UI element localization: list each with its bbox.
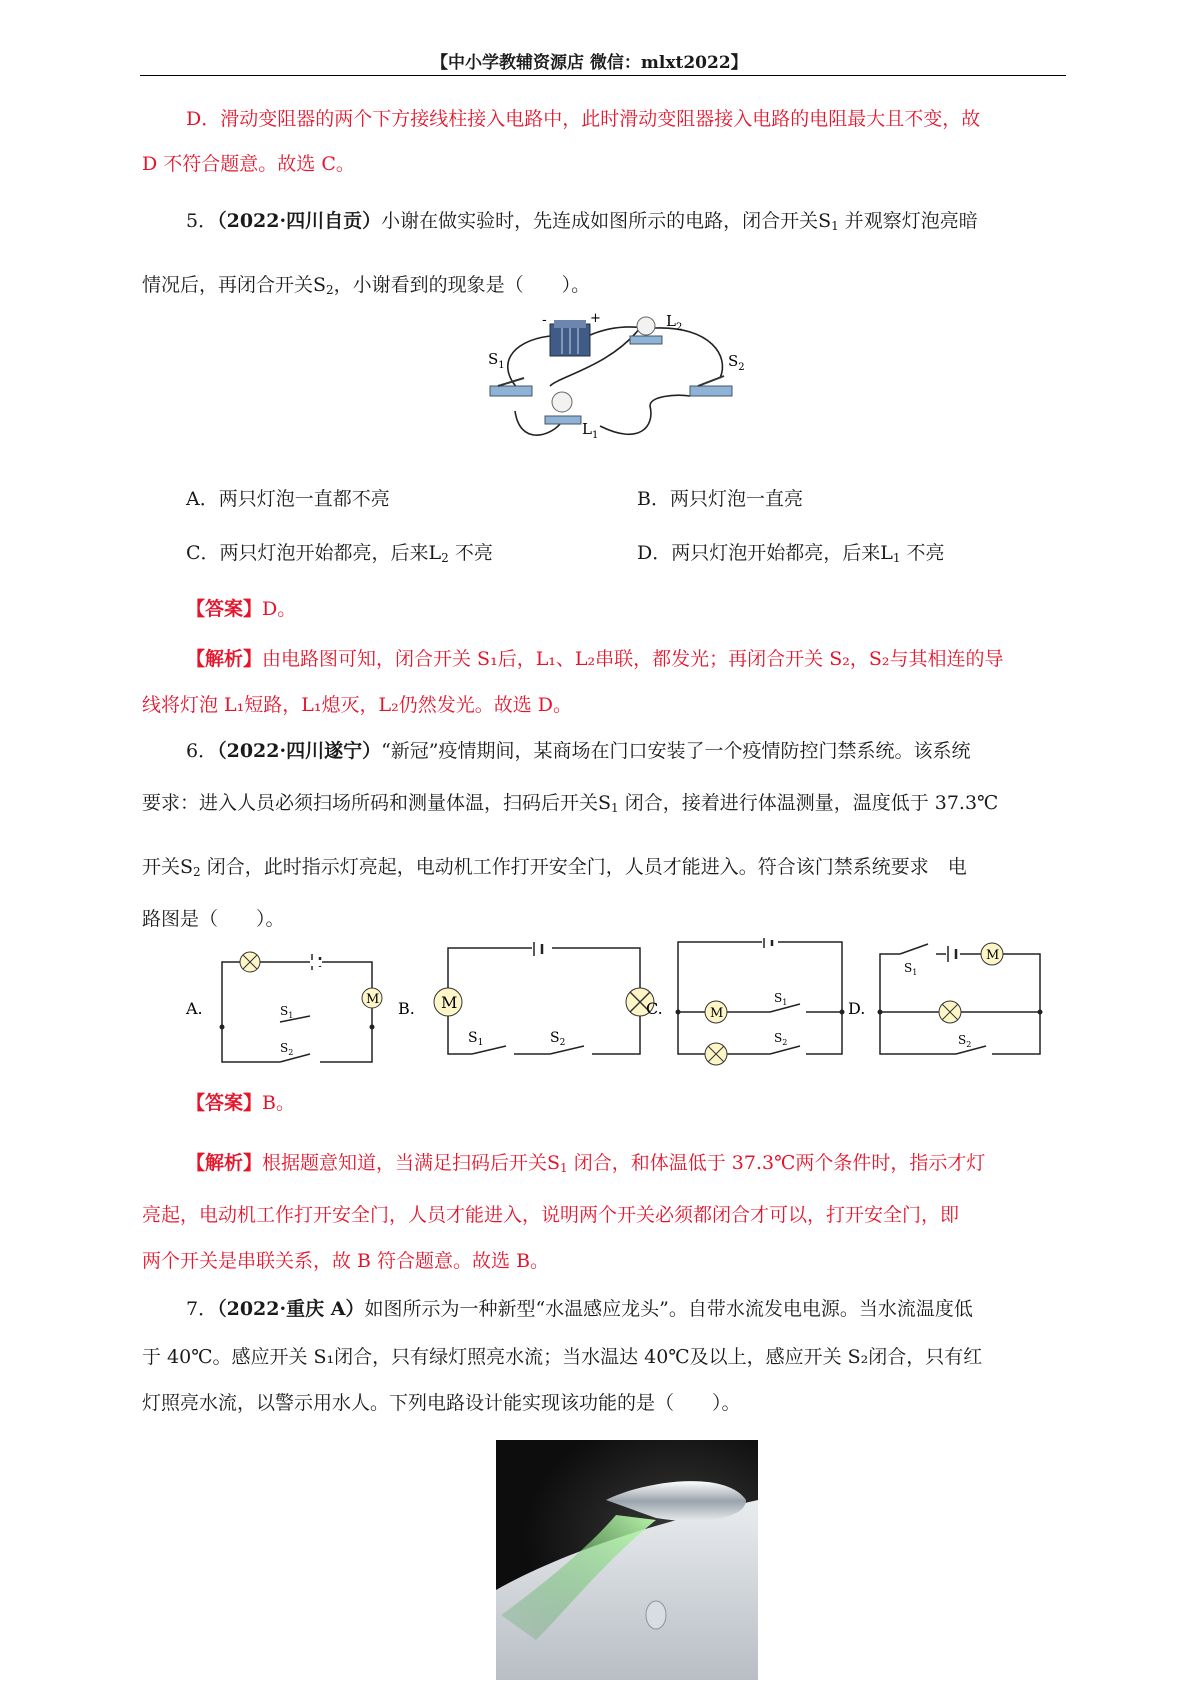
q6-d-s1: S bbox=[904, 961, 913, 975]
q5-answer bbox=[186, 594, 296, 621]
q5-text1-sub: 1 bbox=[831, 219, 839, 233]
q5-line1 bbox=[186, 206, 978, 233]
q6-a-s1: S bbox=[280, 1004, 289, 1018]
q6-c-motor-label: M bbox=[710, 1006, 724, 1021]
q5-option-b: B．两只灯泡一直亮 bbox=[637, 488, 803, 510]
q6-answer-label: 【答案】 bbox=[186, 1092, 263, 1114]
q6-a-s2: S bbox=[280, 1041, 289, 1055]
q6-text2: 要求：进入人员必须扫场所码和测量体温，扫码后开关S bbox=[142, 792, 612, 814]
q6-text2-tail: 闭合，接着进行体温测量，温度低于 37.3℃ bbox=[618, 792, 999, 814]
svg-text:S1: $S_1$ bbox=[904, 961, 918, 977]
q6-a-motor-label: M bbox=[366, 992, 380, 1007]
q7-source: （2022·重庆 A） bbox=[217, 1298, 365, 1320]
q7-line3: 灯照亮水流，以警示用水人。下列电路设计能实现该功能的是（ ）。 bbox=[142, 1392, 741, 1414]
q5-text2: 情况后，再闭合开关S bbox=[142, 274, 327, 296]
header-text: 【中小学教辅资源店 微信：mlxt2022】 bbox=[431, 53, 748, 73]
q5-answer-value: D。 bbox=[262, 598, 297, 620]
q6-text3: 开关S bbox=[142, 856, 194, 878]
q6-option-c-label: C. bbox=[646, 999, 663, 1018]
q6-source: （2022·四川遂宁） bbox=[217, 740, 382, 762]
l2-label: $L_2$ bbox=[666, 312, 683, 333]
bulb-l1-icon bbox=[545, 392, 581, 424]
svg-text:S1: $S_1$ bbox=[468, 1030, 484, 1048]
q6-analysis-label: 【解析】 bbox=[186, 1152, 263, 1174]
q5-circuit-figure bbox=[488, 311, 760, 466]
q6-analysis-line3: 两个开关是串联关系，故 B 符合题意。故选 B。 bbox=[142, 1250, 550, 1272]
q6-option-a-label: A. bbox=[186, 999, 203, 1018]
header-divider bbox=[140, 75, 1066, 76]
q6-analysis-line1 bbox=[186, 1148, 985, 1175]
q5-option-d-text: D．两只灯泡开始都亮，后来L bbox=[637, 542, 893, 564]
q6-d-motor-label: M bbox=[986, 948, 1000, 963]
q6-line3 bbox=[142, 852, 967, 879]
q5-option-c-tail: 不亮 bbox=[448, 542, 493, 564]
q5-analysis-line1 bbox=[186, 644, 1003, 671]
q6-c-s2: S bbox=[774, 1031, 783, 1045]
battery-minus-label: - bbox=[542, 313, 547, 328]
q6-b-motor-label: M bbox=[441, 993, 458, 1012]
q5-analysis-line2: 线将灯泡 L₁短路，L₁熄灭，L₂仍然发光。故选 D。 bbox=[142, 694, 573, 716]
q5-analysis-text1: 由电路图可知，闭合开关 S₁后，L₁、L₂串联，都发光；再闭合开关 S₂，S₂与其相连的导 bbox=[262, 648, 1004, 670]
q6-analysis-line2: 亮起，电动机工作打开安全门，人员才能进入，说明两个开关必须都闭合才可以，打开安全门，即 bbox=[142, 1204, 960, 1226]
q6-text2-sub: 1 bbox=[611, 801, 619, 815]
q6-answer bbox=[186, 1088, 295, 1115]
battery-plus-label: + bbox=[590, 311, 601, 326]
q7-line2: 于 40℃。感应开关 S₁闭合，只有绿灯照亮水流；当水温达 40℃及以上，感应开关 S₂闭合，只有红 bbox=[142, 1346, 983, 1368]
faucet-icon bbox=[496, 1440, 758, 1680]
q5-option-d-sub: 1 bbox=[892, 551, 901, 565]
s2-label: $S_2$ bbox=[728, 352, 745, 373]
q5-option-c-text: C．两只灯泡开始都亮，后来L bbox=[186, 542, 442, 564]
q5-number: 5． bbox=[186, 210, 218, 232]
q6-b-s1: S bbox=[468, 1030, 478, 1046]
q6-line4: 路图是（ ）。 bbox=[142, 908, 285, 930]
q5-text1: 小谢在做实验时，先连成如图所示的电路，闭合开关S bbox=[381, 210, 832, 232]
q7-number: 7． bbox=[186, 1298, 218, 1320]
svg-text:S1: $S_1$ bbox=[774, 991, 788, 1007]
q6-line2 bbox=[142, 788, 998, 815]
q6-analysis-sub: 1 bbox=[560, 1161, 568, 1175]
svg-text:S2: $S_2$ bbox=[550, 1030, 566, 1048]
q6-b-s2: S bbox=[550, 1030, 560, 1046]
s1-label: $S_1$ bbox=[488, 350, 505, 371]
q7-line1 bbox=[186, 1294, 973, 1321]
q5-text2-sub: 2 bbox=[326, 283, 334, 297]
battery-icon bbox=[550, 320, 590, 356]
q6-analysis-tail: 闭合，和体温低于 37.3℃两个条件时，指示才灯 bbox=[567, 1152, 986, 1174]
q5-option-d bbox=[637, 538, 945, 565]
svg-text:S1: $S_1$ bbox=[280, 1004, 294, 1020]
svg-text:S2: $S_2$ bbox=[958, 1033, 972, 1049]
q6-text3-sub: 2 bbox=[193, 865, 201, 879]
q5-option-a: A．两只灯泡一直都不亮 bbox=[186, 488, 390, 510]
q5-option-c-sub: 2 bbox=[441, 551, 449, 565]
q6-circuit-options bbox=[180, 942, 1060, 1072]
faucet-photo bbox=[496, 1440, 758, 1680]
q6-c-s1: S bbox=[774, 991, 783, 1005]
q5-line2 bbox=[142, 270, 590, 297]
switch-s2-icon bbox=[690, 376, 732, 396]
q6-text3-tail: 闭合，此时指示灯亮起，电动机工作打开安全门，人员才能进入。符合该门禁系统要求 电 bbox=[200, 856, 967, 878]
svg-text:S2: $S_2$ bbox=[774, 1031, 788, 1047]
prev-answer-line2: D 不符合题意。故选 C。 bbox=[142, 153, 355, 175]
q5-text2-tail: ，小谢看到的现象是（ ）。 bbox=[333, 274, 591, 296]
q5-text1-tail: 并观察灯泡亮暗 bbox=[838, 210, 978, 232]
q6-line1 bbox=[186, 736, 971, 763]
q5-option-c bbox=[186, 538, 493, 565]
q6-option-b-label: B. bbox=[398, 999, 415, 1018]
q6-number: 6． bbox=[186, 740, 218, 762]
q5-option-d-tail: 不亮 bbox=[900, 542, 945, 564]
q5-analysis-label: 【解析】 bbox=[186, 648, 263, 670]
q6-d-s2: S bbox=[958, 1033, 967, 1047]
q6-option-d-label: D. bbox=[848, 999, 866, 1018]
bulb-l2-icon bbox=[630, 317, 662, 344]
q6-analysis-text1: 根据题意知道，当满足扫码后开关S bbox=[262, 1152, 561, 1174]
q5-answer-label: 【答案】 bbox=[186, 598, 263, 620]
prev-answer-line1: D．滑动变阻器的两个下方接线柱接入电路中，此时滑动变阻器接入电路的电阻最大且不变，故 bbox=[186, 108, 981, 130]
q6-text1: “新冠”疫情期间，某商场在门口安装了一个疫情防控门禁系统。该系统 bbox=[381, 740, 971, 762]
q6-answer-value: B。 bbox=[262, 1092, 295, 1114]
l1-label: $L_1$ bbox=[582, 420, 599, 441]
q5-source: （2022·四川自贡） bbox=[217, 210, 382, 232]
svg-text:S2: $S_2$ bbox=[280, 1041, 294, 1057]
q7-text1: 如图所示为一种新型“水温感应龙头”。自带水流发电电源。当水流温度低 bbox=[364, 1298, 973, 1320]
